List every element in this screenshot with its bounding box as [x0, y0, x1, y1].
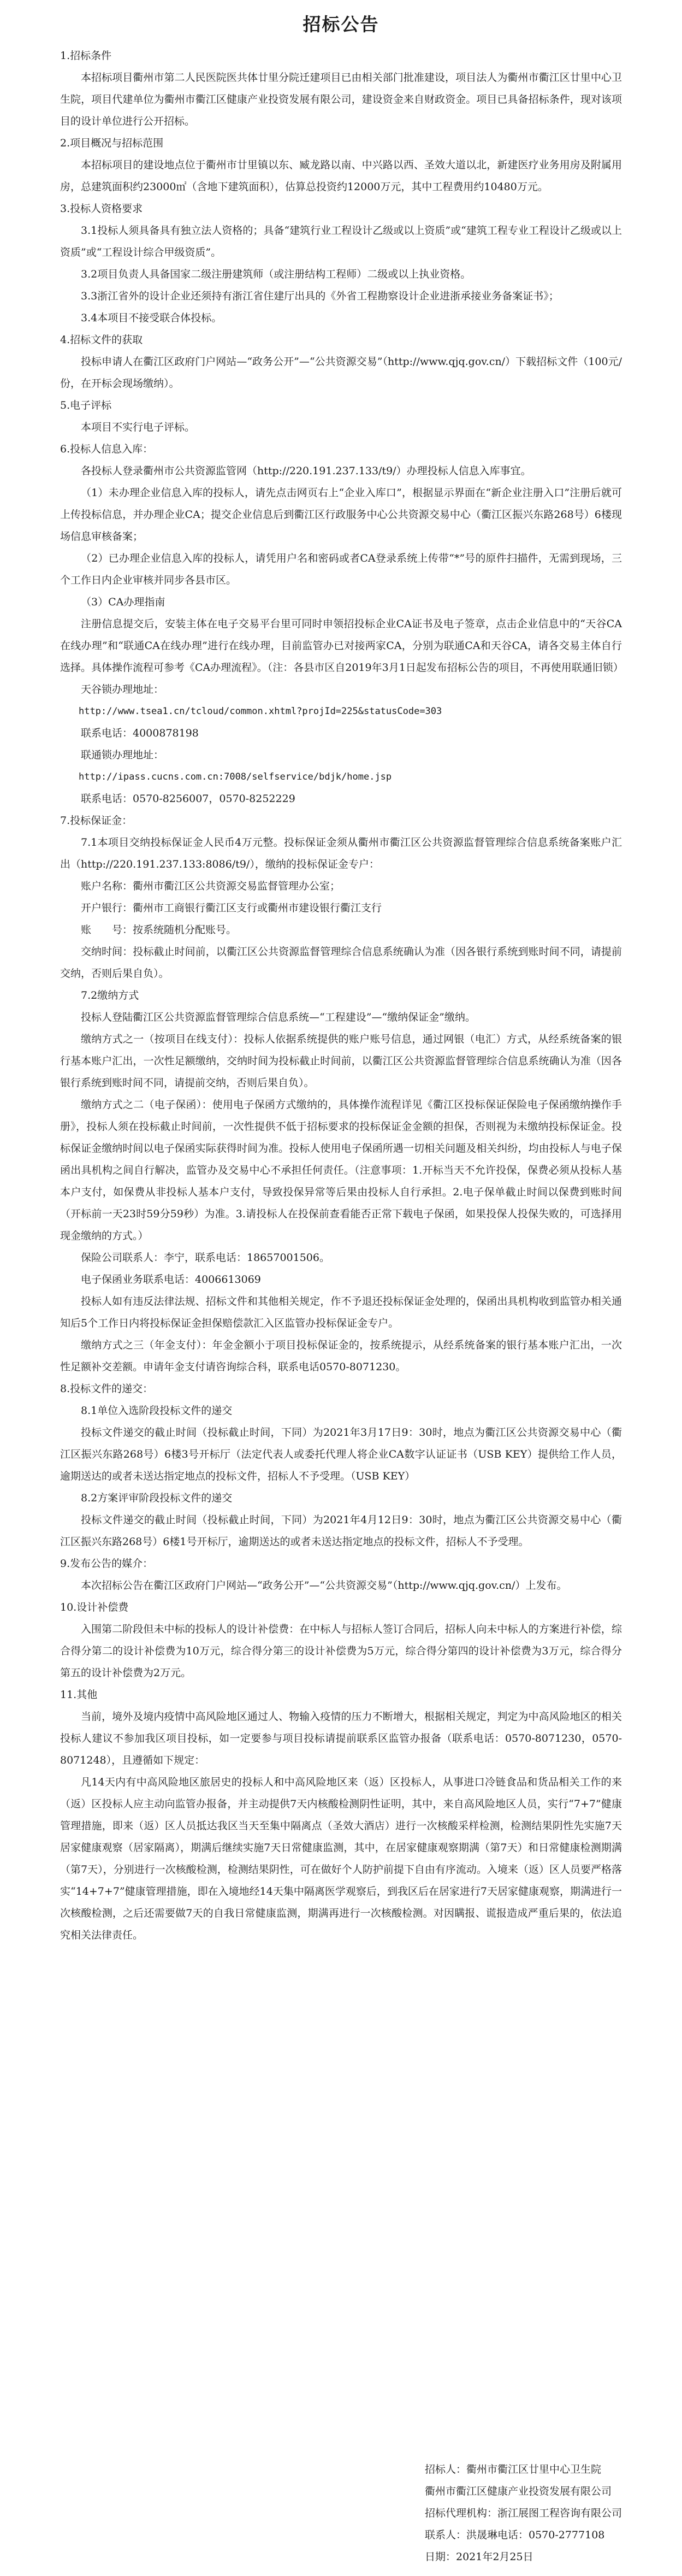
paragraph: 保险公司联系人：李宁，联系电话：18657001506。	[81, 1252, 330, 1264]
paragraph: 7.1本项目交纳投标保证金人民币4万元整。投标保证金须从衢州市衢江区公共资源监督管理综合信息系统备案账户汇出（http://220.191.237.133:8086/t9/），缴纳的投标保证金专户：	[60, 836, 622, 870]
paragraph: http://ipass.cucns.com.cn:7008/selfservice/bdjk/home.jsp	[79, 771, 392, 782]
paragraph: 入围第二阶段但未中标的投标人的设计补偿费：在中标人与招标人签订合同后，招标人向未中标人的方案进行补偿，综合得分第二的设计补偿费为10万元，综合得分第三的设计补偿费为5万元，综合得分第四的设计补偿费为3万元，综合得分第五的设计补偿费为2万元。	[60, 1623, 622, 1679]
paragraph: （3）CA办理指南	[81, 596, 165, 608]
paragraph: 8.1单位入选阶段投标文件的递交	[81, 1405, 233, 1417]
section-heading: 9.发布公告的媒介：	[60, 1558, 153, 1570]
contact-line: 联系人：洪晟琳电话：0570-2777108	[424, 2529, 605, 2541]
section-heading: 1.招标条件	[60, 50, 112, 62]
announcement-body	[60, 45, 622, 1946]
tenderer-line: 招标人：衢州市衢江区廿里中心卫生院	[424, 2463, 601, 2475]
section-heading: 2.项目概况与招标范围	[60, 137, 164, 149]
paragraph: 联通锁办理地址：	[81, 749, 164, 761]
signature-block	[425, 2459, 622, 2568]
paragraph: 开户银行：衢州市工商银行衢江区支行或衢州市建设银行衢江支行	[81, 902, 382, 914]
paragraph: 各投标人登录衢州市公共资源监管网（http://220.191.237.133/t9/）办理投标人信息入库事宜。	[81, 465, 531, 477]
paragraph: 缴纳方式之三（年金支付）：年金金额小于项目投标保证金的，按系统提示，从经系统备案的银行基本账户汇出，一次性足额补交差额。申请年金支付请咨询综合科，联系电话0570-8071230。	[60, 1339, 622, 1373]
paragraph: 本项目不实行电子评标。	[81, 421, 195, 433]
paragraph: 缴纳方式之二（电子保函）：使用电子保函方式缴纳的，具体操作流程详见《衢江区投标保证保险电子保函缴纳操作手册》，投标人须在投标截止时间前，一次性提供不低于招标要求的投标保证金金额的担保，否则视为未缴纳投标保证金。投标保证金缴纳时间以电子保函实际获得时间为准。投标人使用电子保函所遇一切相关问题及相关纠纷，均由投标人与电子保函出具机构之间自行解决，监管办及交易中心不承担任何责任。（注意事项：1.开标当天不允许投保，保费必须从投标人基本户支付，如保费从非投标人基本户支付，导致投保异常等后果由投标人自行承担。2.电子保单截止时间以保费到账时间（开标前一天23时59分59秒）为准。3.请投标人在投保前查看能否正常下载电子保函，如果投保人投保失败的，可选择用现金缴纳的方式。）	[60, 1099, 622, 1242]
date-line: 日期：2021年2月25日	[424, 2551, 533, 2563]
paragraph: 投标文件递交的截止时间（投标截止时间，下同）为2021年4月12日9：30时，地点为衢江区公共资源交易中心（衢江区振兴东路268号）6楼1号开标厅，逾期送达的或者未送达指定地点的投标文件，招标人不予受理。	[60, 1514, 622, 1548]
paragraph: 注册信息提交后，安装主体在电子交易平台里可同时申领招投标企业CA证书及电子签章，点击企业信息中的“天谷CA在线办理”和“联通CA在线办理”进行在线办理，目前监管办已对接两家CA，分别为联通CA和天谷CA，请各交易主体自行选择。具体操作流程可参考《CA办理流程》。（注：各县市区自2019年3月1日起发布招标公告的项目，不再使用联通旧锁）	[60, 618, 624, 674]
section-heading: 5.电子评标	[60, 399, 112, 411]
paragraph: 当前，境外及境内疫情中高风险地区通过人、物输入疫情的压力不断增大，根据相关规定，判定为中高风险地区的相关投标人建议不参加我区项目投标，如一定要参与项目投标请提前联系区监管办报备（联系电话：0570-8071230，0570-8071248），且遵循如下规定：	[60, 1711, 622, 1766]
paragraph: 3.3浙江省外的设计企业还须持有浙江省住建厅出具的《外省工程勘察设计企业进浙承接业务备案证书》；	[81, 290, 559, 302]
paragraph: 投标申请人在衢江区政府门户网站—“政务公开”—“公共资源交易”（http://www.qjq.gov.cn/）下载招标文件（100元/份，在开标会现场缴纳）。	[60, 356, 622, 390]
paragraph: 电子保函业务联系电话：4006613069	[81, 1274, 261, 1286]
section-heading: 4.招标文件的获取	[60, 334, 143, 346]
section-heading: 8.投标文件的递交：	[60, 1383, 153, 1395]
paragraph: 本招标项目衢州市第二人民医院医共体廿里分院迁建项目已由相关部门批准建设，项目法人为衢州市衢江区廿里中心卫生院，项目代建单位为衢州市衢江区健康产业投资发展有限公司，建设资金来自财政资金。项目已具备招标条件，现对该项目的设计单位进行公开招标。	[60, 72, 622, 127]
section-heading: 11.其他	[60, 1689, 98, 1701]
paragraph: 凡14天内有中高风险地区旅居史的投标人和中高风险地区来（返）区投标人，从事进口冷链食品和货品相关工作的来（返）区投标人应主动向监管办报备，并主动提供7天内核酸检测阴性证明，其中，来自高风险地区人员，实行“7+7”健康管理措施，即来（返）区人员抵达我区当天至集中隔离点（圣效大酒店）进行一次核酸采样检测，检测结果阴性先实施7天居家健康观察（居家隔离），期满后继续实施7天日常健康监测，其中，在居家健康观察期满（第7天）和日常健康检测期满（第7天），分别进行一次核酸检测，检测结果阴性，可在做好个人防护前提下自由有序流动。入境来（返）区人员要严格落实“14+7+7”健康管理措施，即在入境地经14天集中隔离医学观察后，到我区后在居家进行7天居家健康观察，期满进行一次核酸检测，之后还需要做7天的自我日常健康监测，期满再进行一次核酸检测。对因瞒报、谎报造成严重后果的，依法追究相关法律责任。	[60, 1776, 622, 1941]
section-heading: 7.投标保证金：	[60, 815, 133, 827]
paragraph: 账 号：按系统随机分配账号。	[81, 924, 237, 936]
section-heading: 3.投标人资格要求	[60, 203, 143, 215]
section-heading: 6.投标人信息入库：	[60, 443, 153, 455]
paragraph: 交纳时间：投标截止时间前，以衢江区公共资源监督管理综合信息系统确认为准（因各银行系统到账时间不同，请提前交纳，否则后果自负）。	[60, 946, 622, 980]
paragraph: 联系电话：4000878198	[81, 727, 199, 739]
paragraph: 缴纳方式之一（按项目在线支付）：投标人依据系统提供的账户账号信息，通过网银（电汇）方式，从经系统备案的银行基本账户汇出，一次性足额缴纳，交纳时间为投标截止时间前，以衢江区公共资源监督管理综合信息系统确认为准（因各银行系统到账时间不同，请提前交纳，否则后果自负）。	[60, 1033, 622, 1089]
section-heading: 10.设计补偿费	[60, 1601, 129, 1613]
paragraph: （2）已办理企业信息入库的投标人，请凭用户名和密码或者CA登录系统上传带“*”号的原件扫描件，无需到现场，三个工作日内企业审核并同步各县市区。	[60, 552, 622, 586]
paragraph: （1）未办理企业信息入库的投标人，请先点击网页右上“企业入库口”，根据显示界面在“新企业注册入口”注册后就可上传投标信息，并办理企业CA；提交企业信息后到衢江区行政服务中心公共资源交易中心（衢江区振兴东路268号）6楼现场信息审核备案；	[60, 487, 622, 543]
paragraph: 账户名称：衢州市衢江区公共资源交易监督管理办公室；	[81, 880, 341, 892]
paragraph: 投标人登陆衢江区公共资源监督管理综合信息系统—“工程建设”—“缴纳保证金”缴纳。	[81, 1011, 476, 1023]
paragraph: 联系电话：0570-8256007，0570-8252229	[81, 793, 295, 805]
paragraph: 投标文件递交的截止时间（投标截止时间，下同）为2021年3月17日9：30时，地点为衢江区公共资源交易中心（衢江区振兴东路268号）6楼3号开标厅（法定代表人或委托代理人将企业CA数字认证证书（USB KEY）提供给工作人员，逾期送达的或者未送达指定地点的投标文件，招标人不予受理。（USB KEY）	[60, 1426, 622, 1482]
paragraph: 天谷锁办理地址：	[81, 683, 164, 695]
paragraph: 本招标项目的建设地点位于衢州市廿里镇以东、臧龙路以南、中兴路以西、圣效大道以北，新建医疗业务用房及附属用房，总建筑面积约23000㎡（含地下建筑面积），估算总投资约12000万元，其中工程费用约10480万元。	[60, 159, 622, 193]
paragraph: 7.2缴纳方式	[81, 989, 139, 1001]
tenderer-company-line: 衢州市衢江区健康产业投资发展有限公司	[424, 2485, 612, 2497]
paragraph: 本次招标公告在衢江区政府门户网站—“政务公开”—“公共资源交易”（http://www.qjq.gov.cn/）上发布。	[81, 1579, 567, 1591]
paragraph: 投标人如有违反法律法规、招标文件和其他相关规定，作不予退还投标保证金处理的，保函出具机构收到监管办相关通知后5个工作日内将投标保证金担保赔偿款汇入区监管办投标保证金专户。	[60, 1295, 622, 1329]
paragraph: http://www.tsea1.cn/tcloud/common.xhtml?projId=225&statusCode=303	[79, 706, 442, 717]
paragraph: 3.1投标人须具备具有独立法人资格的；具备“建筑行业工程设计乙级或以上资质”或“建筑工程专业工程设计乙级或以上资质”或“工程设计综合甲级资质”。	[60, 225, 622, 258]
paragraph: 3.4本项目不接受联合体投标。	[81, 312, 222, 324]
paragraph: 8.2方案评审阶段投标文件的递交	[81, 1492, 233, 1504]
paragraph: 3.2项目负责人具备国家二级注册建筑师（或注册结构工程师）二级或以上执业资格。	[81, 268, 471, 280]
agent-line: 招标代理机构：浙江展图工程咨询有限公司	[424, 2507, 622, 2519]
page-title: 招标公告	[303, 14, 379, 35]
